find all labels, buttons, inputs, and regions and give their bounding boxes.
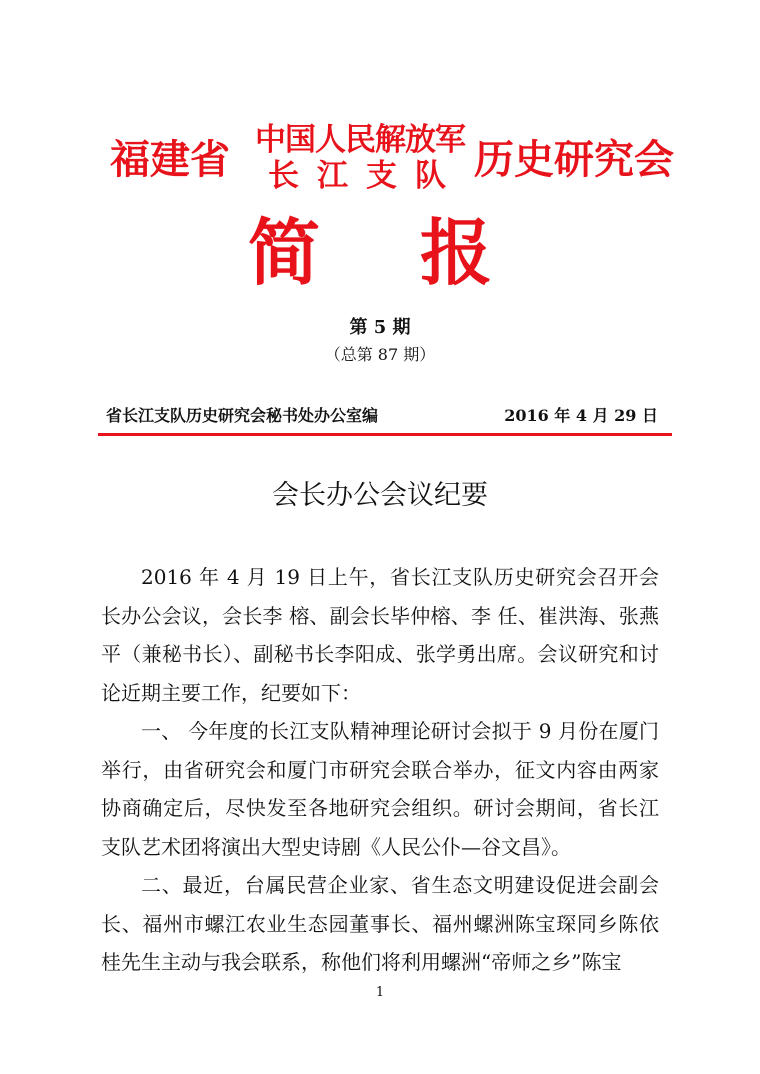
header-divider: [98, 433, 672, 436]
publication-date: 2016 年 4 月 29 日: [504, 406, 658, 425]
article-paragraph: 一、 今年度的长江支队精神理论研讨会拟于 9 月份在厦门举行，由省研究会和厦门市研究会联合举办，征文内容由两家协商确定后，尽快发至各地研究会组织。研讨会期间，省长江支队艺术团将演出大型史诗剧《人民公仆—谷文昌》。: [101, 719, 659, 859]
issue-number: 第 5 期: [349, 317, 411, 338]
page-number: 1: [375, 985, 385, 1000]
publication-info: [106, 403, 658, 429]
masthead: [0, 118, 760, 198]
publication-editor: 省长江支队历史研究会秘书处办公室编: [106, 406, 379, 425]
total-issue-number: （总第 87 期）: [324, 345, 436, 364]
article-body: [101, 558, 659, 982]
masthead-organization: [252, 122, 468, 194]
masthead-province: 福建省: [110, 137, 230, 183]
article-paragraph: 2016 年 4 月 19 日上午，省长江支队历史研究会召开会长办公会议，会长李 榕、副会长毕仲榕、李 任、崔洪海、张燕平（兼秘书长）、副秘书长李阳成、张学勇出席。会议研究和讨论近期主要工作，纪要如下：: [101, 565, 659, 705]
masthead-organization-line2: 长江支队: [268, 158, 464, 194]
article-title: 会长办公会议纪要: [272, 480, 488, 511]
masthead-association: 历史研究会: [474, 137, 674, 183]
article-paragraph: 二、最近，台属民营企业家、省生态文明建设促进会副会长、福州市螺江农业生态园董事长、福州螺洲陈宝琛同乡陈依桂先生主动与我会联系，称他们将利用螺洲“帝师之乡”陈宝: [101, 873, 659, 974]
publication-name: 简报: [247, 211, 592, 295]
masthead-organization-line1: 中国人民解放军: [255, 122, 465, 158]
